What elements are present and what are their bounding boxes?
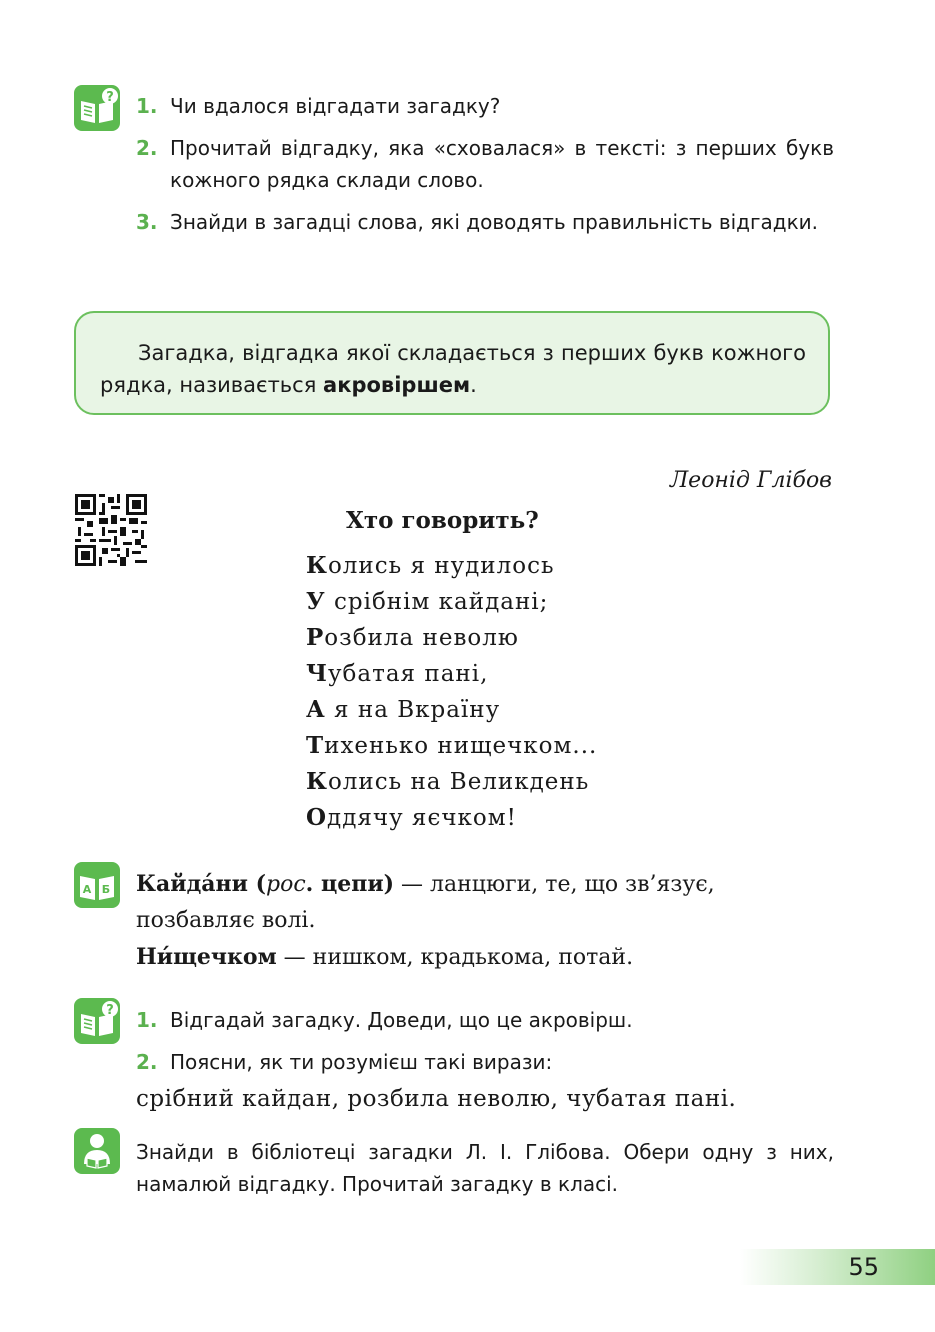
poem-line-rest: срібнім кайдані; (325, 589, 549, 615)
definition-text-before: Загадка, відгадка якої складається з перших букв кожного рядка, називається (100, 341, 806, 397)
library-task-text: Знайди в бібліотеці загадки Л. І. Глібова. Обери одну з них, намалюй відгадку. Прочитай загадку в класі. (136, 1140, 834, 1196)
poem-line-rest: ихенько нищечком... (324, 733, 598, 759)
poem-line (306, 800, 597, 836)
questions-top-list (136, 90, 834, 248)
poem-text (306, 548, 597, 836)
glossary-term: Ни́щечком (136, 944, 277, 970)
poem-author: Леонід Глібов (669, 468, 832, 493)
question-text: Чи вдалося відгадати загадку? (170, 94, 501, 118)
definition-text (100, 337, 806, 401)
question-text: Відгадай загадку. Доведи, що це акровірш. (170, 1008, 633, 1032)
list-item (136, 206, 834, 238)
definition-term: акровіршем (323, 373, 471, 397)
acrostic-letter: О (306, 804, 328, 831)
list-item (136, 1046, 834, 1078)
question-number: 1. (136, 1008, 158, 1032)
icon-letter-a: А (82, 883, 92, 896)
poem-line (306, 764, 597, 800)
svg-text:?: ? (106, 1003, 114, 1018)
glossary-entry (136, 866, 834, 939)
question-text: Знайди в загадці слова, які доводять правильність відгадки. (170, 210, 819, 234)
book-question-icon (74, 998, 120, 1044)
question-text: Поясни, як ти розумієш такі вирази: (170, 1050, 553, 1074)
questions-bottom-list (136, 1004, 834, 1088)
poem-line (306, 728, 597, 764)
glossary-lang: рос (266, 872, 306, 897)
definition-box (74, 311, 830, 415)
list-item (136, 132, 834, 196)
phrases-to-explain: срібний кайдан, розбила неволю, чубатая пані. (136, 1086, 737, 1112)
acrostic-letter: К (306, 768, 328, 795)
qr-code[interactable] (75, 494, 147, 566)
glossary-definition: — нишком, крадькома, потай. (276, 945, 634, 970)
poem-line-rest: я на Вкраїну (325, 697, 501, 723)
glossary-definition: — ланцюги, те, що зв’язує, позбавляє волі. (136, 872, 715, 933)
acrostic-letter: Р (306, 624, 325, 651)
glossary-term: Кайда́ни ( (136, 871, 266, 897)
question-number: 1. (136, 94, 158, 118)
question-text: Прочитай відгадку, яка «сховалася» в тексті: з перших букв кожного рядка склади слово. (170, 136, 834, 192)
acrostic-letter: К (306, 552, 328, 579)
svg-text:?: ? (106, 90, 114, 105)
glossary (136, 866, 834, 976)
page-number: 55 (848, 1253, 879, 1281)
glossary-term-rest: . цепи) (305, 871, 395, 897)
poem-line-rest: олись я нудилось (327, 553, 555, 579)
poem-line (306, 548, 597, 584)
book-question-icon (74, 85, 120, 131)
poem-line-rest: озбила неволю (324, 625, 519, 651)
reader-icon (74, 1128, 120, 1174)
definition-text-after: . (470, 373, 477, 397)
list-item (136, 1004, 834, 1036)
list-item (136, 90, 834, 122)
poem-line (306, 620, 597, 656)
question-number: 3. (136, 210, 158, 234)
poem-line-rest: ддячу яєчком! (327, 805, 517, 831)
glossary-entry (136, 939, 834, 976)
poem-title: Хто говорить? (346, 507, 539, 534)
poem-line (306, 656, 597, 692)
acrostic-letter: Ч (306, 660, 329, 687)
question-number: 2. (136, 136, 158, 160)
acrostic-letter: У (306, 588, 326, 615)
acrostic-letter: А (306, 696, 326, 723)
page-number-band (740, 1249, 935, 1285)
acrostic-letter: Т (306, 732, 325, 759)
poem-line-rest: олись на Великдень (327, 769, 590, 795)
icon-letter-b: Б (101, 883, 111, 896)
dictionary-icon (74, 862, 120, 908)
poem-line (306, 584, 597, 620)
poem-line (306, 692, 597, 728)
poem-line-rest: убатая пані, (328, 661, 489, 687)
question-number: 2. (136, 1050, 158, 1074)
